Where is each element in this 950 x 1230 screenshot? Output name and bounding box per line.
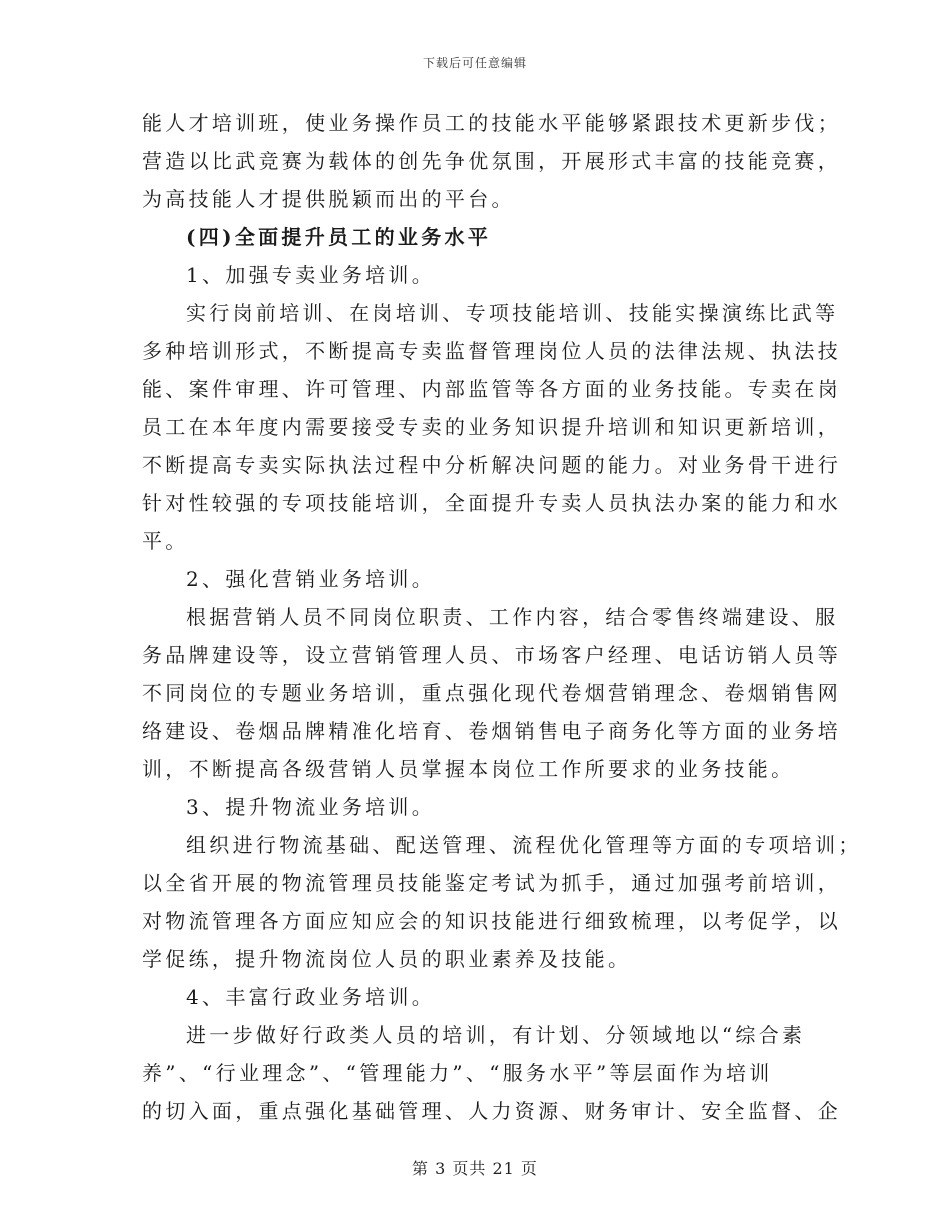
text-line: 根据营销人员不同岗位职责、工作内容，结合零售终端建设、服	[186, 605, 839, 629]
text-line: 针对性较强的专项技能培训，全面提升专卖人员执法办案的能力和水	[142, 491, 841, 515]
section-heading: (四)全面提升员工的业务水平	[186, 225, 492, 249]
text-line: 平。	[142, 529, 189, 553]
text-line: 进一步做好行政类人员的培训，有计划、分领域地以“综合素	[186, 1023, 806, 1047]
text-line: 员工在本年度内需要接受专卖的业务知识提升培训和知识更新培训，	[142, 415, 841, 439]
text-line: 营造以比武竞赛为载体的创先争优氛围，开展形式丰富的技能竞赛，	[142, 149, 841, 173]
text-line: 组织进行物流基础、配送管理、流程优化管理等方面的专项培训；	[186, 833, 862, 857]
text-line: 3、提升物流业务培训。	[186, 795, 436, 819]
text-line: 以全省开展的物流管理员技能鉴定考试为抓手，通过加强考前培训，	[142, 871, 841, 895]
text-line: 为高技能人才提供脱颖而出的平台。	[142, 187, 515, 211]
text-line: 对物流管理各方面应知应会的知识技能进行细致梳理，以考促学，以	[142, 909, 841, 933]
text-line: 养”、“行业理念”、“管理能力”、“服务水平”等层面作为培训	[142, 1061, 773, 1085]
page-header-note: 下载后可任意编辑	[422, 56, 527, 70]
text-line: 络建设、卷烟品牌精准化培育、卷烟销售电子商务化等方面的业务培	[142, 719, 841, 743]
page-number: 第 3 页共 21 页	[412, 1159, 538, 1178]
text-line: 的切入面，重点强化基础管理、人力资源、财务审计、安全监督、企	[142, 1099, 841, 1123]
text-line: 多种培训形式，不断提高专卖监督管理岗位人员的法律法规、执法技	[142, 339, 841, 363]
text-line: 学促练，提升物流岗位人员的职业素养及技能。	[142, 947, 632, 971]
text-line: 务品牌建设等，设立营销管理人员、市场客户经理、电话访销人员等	[142, 643, 841, 667]
text-line: 能人才培训班，使业务操作员工的技能水平能够紧跟技术更新步伐；	[142, 111, 841, 135]
document-body	[142, 104, 862, 1130]
text-line: 4、丰富行政业务培训。	[186, 985, 436, 1009]
text-line: 训，不断提高各级营销人员掌握本岗位工作所要求的业务技能。	[142, 757, 795, 781]
text-line: 1、加强专卖业务培训。	[186, 263, 436, 287]
text-line: 实行岗前培训、在岗培训、专项技能培训、技能实操演练比武等	[186, 301, 839, 325]
text-line: 不同岗位的专题业务培训，重点强化现代卷烟营销理念、卷烟销售网	[142, 681, 841, 705]
text-line: 能、案件审理、许可管理、内部监管等各方面的业务技能。专卖在岗	[142, 377, 841, 401]
text-line: 不断提高专卖实际执法过程中分析解决问题的能力。对业务骨干进行	[142, 453, 841, 477]
text-line: 2、强化营销业务培训。	[186, 567, 436, 591]
